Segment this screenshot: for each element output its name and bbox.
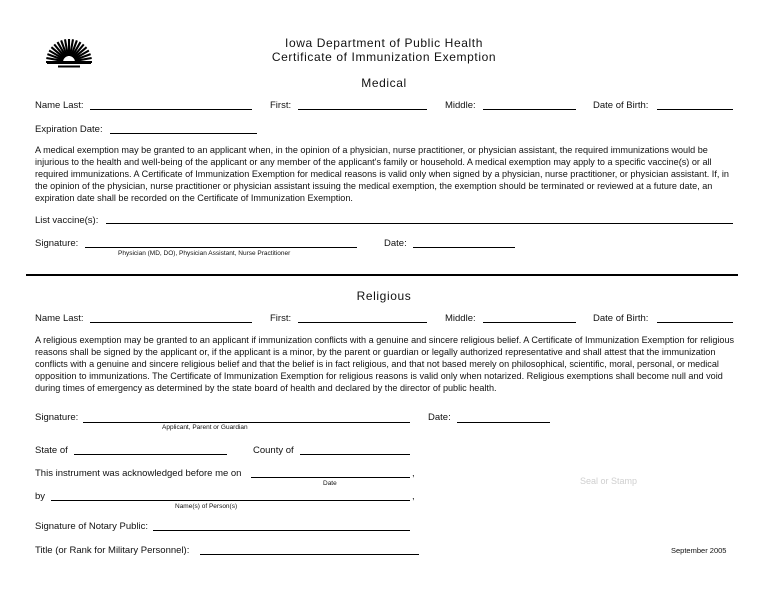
acknowledged-label: This instrument was acknowledged before me on: [35, 468, 242, 479]
religious-heading: Religious: [356, 289, 412, 303]
religious-signature-label: Signature:: [35, 412, 79, 423]
religious-signature-field[interactable]: [83, 422, 410, 423]
acknowledged-date-caption: Date: [323, 480, 337, 487]
medical-first-label: First:: [270, 100, 292, 111]
medical-middle-field[interactable]: [483, 109, 576, 110]
by-label: by: [35, 491, 46, 502]
religious-signature-caption: Applicant, Parent or Guardian: [162, 424, 248, 431]
by-comma: ,: [412, 491, 415, 502]
medical-date-field[interactable]: [413, 247, 515, 248]
acknowledged-date-field[interactable]: [251, 477, 410, 478]
medical-signature-label: Signature:: [35, 238, 79, 249]
medical-heading: Medical: [361, 76, 407, 90]
religious-middle-field[interactable]: [483, 322, 576, 323]
list-vaccine-label: List vaccine(s):: [35, 215, 99, 226]
notary-signature-field[interactable]: [153, 530, 410, 531]
medical-signature-caption: Physician (MD, DO), Physician Assistant, Nurse Practitioner: [118, 250, 291, 257]
medical-first-field[interactable]: [298, 109, 427, 110]
notary-signature-label: Signature of Notary Public:: [35, 521, 149, 532]
religious-date-field[interactable]: [457, 422, 550, 423]
medical-dob-field[interactable]: [657, 109, 733, 110]
medical-name-last-label: Name Last:: [35, 100, 84, 111]
names-caption: Name(s) of Person(s): [175, 503, 238, 510]
medical-signature-field[interactable]: [85, 247, 357, 248]
acknowledged-comma: ,: [412, 468, 415, 479]
religious-first-field[interactable]: [298, 322, 427, 323]
section-divider: [26, 274, 738, 276]
religious-date-label: Date:: [428, 412, 451, 423]
religious-middle-label: Middle:: [445, 313, 476, 324]
medical-paragraph: A medical exemption may be granted to an applicant when, in the opinion of a physician, nurse practitioner, or physician assistant, the required immunizations would be injurious to the health and well-being of the applicant or any member of the applicant's family or household. A medical exemption may apply to a specific vaccine(s) or all required immunizations. A Certificate of Immunization Exemption for medical reasons is valid only when signed by a physician, nurse practitioner, or physician assistant. If, in the opinion of the physician, nurse practitioner or physician assistant issuing the medical exemption, the exemption should be terminated or reviewed at a future date, an expiration date shall be recorded on the Certificate of Immunization Exemption.: [35, 145, 729, 203]
religious-paragraph: A religious exemption may be granted to an applicant if immunization conflicts with a genuine and sincere religious belief. A Certificate of Immunization Exemption for religious reasons shall be signed by the applicant or, if the applicant is a minor, by the parent or guardian or legally authorized representative and shall attest that the immunization conflicts with a genuine and sincere religious belief and that the belief is in fact religious, and that not based merely on philosophical, scientific, moral, personal, or medical opposition to immunizations. The Certificate of Immunization Exemption for religious reasons is valid only when notarized. Religious exemptions shall become null and void during times of emergency as determined by the state board of health and declared by the director of public health.: [35, 335, 735, 393]
religious-name-last-field[interactable]: [90, 322, 252, 323]
religious-dob-label: Date of Birth:: [593, 313, 649, 324]
medical-date-label: Date:: [384, 238, 407, 249]
department-name: Iowa Department of Public Health: [285, 36, 483, 50]
list-vaccine-field[interactable]: [106, 223, 733, 224]
county-field[interactable]: [300, 454, 410, 455]
notary-title-label: Title (or Rank for Military Personnel):: [35, 545, 190, 556]
religious-first-label: First:: [270, 313, 292, 324]
state-field[interactable]: [74, 454, 227, 455]
county-label: County of: [253, 445, 294, 456]
state-label: State of: [35, 445, 68, 456]
medical-expiration-field[interactable]: [110, 133, 257, 134]
form-revision-date: September 2005: [671, 546, 727, 555]
names-field[interactable]: [51, 500, 410, 501]
notary-title-field[interactable]: [200, 554, 419, 555]
seal-placeholder: Seal or Stamp: [580, 476, 638, 486]
medical-dob-label: Date of Birth:: [593, 100, 649, 111]
form-title: Certificate of Immunization Exemption: [271, 50, 497, 64]
religious-name-last-label: Name Last:: [35, 313, 84, 324]
medical-expiration-label: Expiration Date:: [35, 124, 103, 135]
medical-middle-label: Middle:: [445, 100, 476, 111]
medical-name-last-field[interactable]: [90, 109, 252, 110]
religious-dob-field[interactable]: [657, 322, 733, 323]
